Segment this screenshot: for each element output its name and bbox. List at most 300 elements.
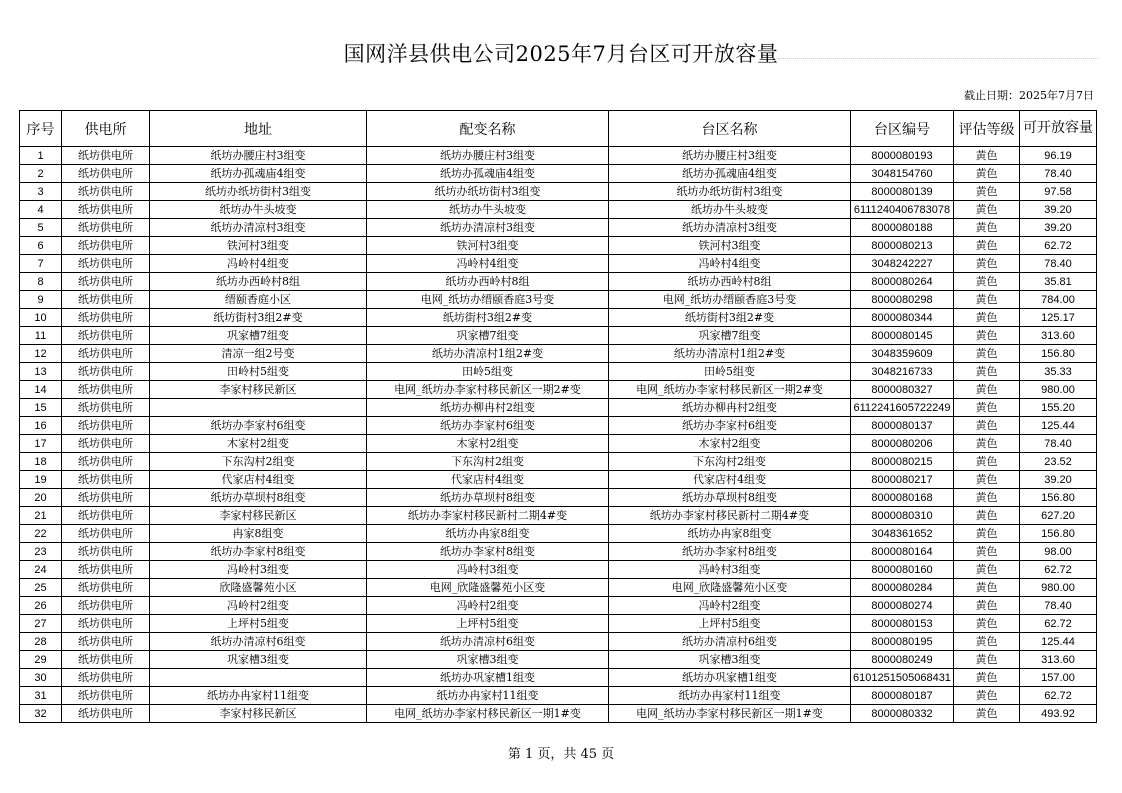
row-capacity-cell: 62.72 [1020, 237, 1097, 255]
table-row [20, 489, 1097, 507]
row-address-cell: 冯岭村2组变 [150, 597, 367, 615]
table-row [20, 543, 1097, 561]
row-area-name-cell: 纸坊办李家村8组变 [609, 543, 851, 561]
row-area-name-cell: 电网_纸坊办缙颐香庭3号变 [609, 291, 851, 309]
col-header-capacity: 可开放容量 [1020, 111, 1097, 147]
row-area-code-cell: 3048216733 [851, 363, 954, 381]
row-index-cell: 1 [20, 147, 62, 165]
row-area-name-cell: 纸坊办清凉村6组变 [609, 633, 851, 651]
row-address-cell: 纸坊办李家村8组变 [150, 543, 367, 561]
row-capacity-cell: 156.80 [1020, 489, 1097, 507]
row-address-cell: 李家村移民新区 [150, 705, 367, 723]
table-row [20, 615, 1097, 633]
table-row [20, 705, 1097, 723]
row-area-name-cell: 冯岭村3组变 [609, 561, 851, 579]
row-index-cell: 23 [20, 543, 62, 561]
row-capacity-cell: 78.40 [1020, 597, 1097, 615]
row-transformer-cell: 木家村2组变 [367, 435, 609, 453]
row-area-code-cell: 8000080215 [851, 453, 954, 471]
table-row [20, 309, 1097, 327]
row-capacity-cell: 35.33 [1020, 363, 1097, 381]
row-index-cell: 8 [20, 273, 62, 291]
row-transformer-cell: 冯岭村2组变 [367, 597, 609, 615]
row-capacity-cell: 98.00 [1020, 543, 1097, 561]
row-area-code-cell: 8000080153 [851, 615, 954, 633]
row-address-cell: 上坪村5组变 [150, 615, 367, 633]
row-area-code-cell: 3048154760 [851, 165, 954, 183]
row-station-cell: 纸坊供电所 [62, 273, 150, 291]
table-body [20, 147, 1097, 723]
row-area-code-cell: 6111240406783078 [851, 201, 954, 219]
table-row [20, 687, 1097, 705]
row-station-cell: 纸坊供电所 [62, 327, 150, 345]
row-area-code-cell: 8000080168 [851, 489, 954, 507]
row-index-cell: 7 [20, 255, 62, 273]
row-area-name-cell: 纸坊办清凉村3组变 [609, 219, 851, 237]
row-area-name-cell: 电网_纸坊办李家村移民新区一期1#变 [609, 705, 851, 723]
row-station-cell: 纸坊供电所 [62, 525, 150, 543]
row-index-cell: 10 [20, 309, 62, 327]
row-grade-cell: 黄色 [954, 201, 1020, 219]
row-address-cell: 木家村2组变 [150, 435, 367, 453]
row-transformer-cell: 纸坊办腰庄村3组变 [367, 147, 609, 165]
row-transformer-cell: 纸坊办纸坊街村3组变 [367, 183, 609, 201]
row-capacity-cell: 784.00 [1020, 291, 1097, 309]
row-station-cell: 纸坊供电所 [62, 255, 150, 273]
row-capacity-cell: 125.44 [1020, 417, 1097, 435]
table-row [20, 345, 1097, 363]
table-row [20, 651, 1097, 669]
row-grade-cell: 黄色 [954, 147, 1020, 165]
row-address-cell: 纸坊办西岭村8组 [150, 273, 367, 291]
col-header-address: 地址 [150, 111, 367, 147]
row-index-cell: 18 [20, 453, 62, 471]
row-station-cell: 纸坊供电所 [62, 183, 150, 201]
title-dotted-rule [778, 58, 1098, 59]
row-station-cell: 纸坊供电所 [62, 453, 150, 471]
row-area-code-cell: 8000080310 [851, 507, 954, 525]
row-station-cell: 纸坊供电所 [62, 363, 150, 381]
capacity-table [19, 110, 1097, 723]
row-capacity-cell: 156.80 [1020, 525, 1097, 543]
row-station-cell: 纸坊供电所 [62, 237, 150, 255]
row-area-name-cell: 下东沟村2组变 [609, 453, 851, 471]
row-grade-cell: 黄色 [954, 183, 1020, 201]
table-row [20, 399, 1097, 417]
table-row [20, 273, 1097, 291]
row-area-name-cell: 纸坊办冉家8组变 [609, 525, 851, 543]
row-address-cell: 欣隆盛馨苑小区 [150, 579, 367, 597]
row-capacity-cell: 62.72 [1020, 687, 1097, 705]
row-grade-cell: 黄色 [954, 381, 1020, 399]
table-row [20, 435, 1097, 453]
row-capacity-cell: 78.40 [1020, 255, 1097, 273]
row-address-cell: 冯岭村3组变 [150, 561, 367, 579]
row-address-cell: 纸坊街村3组2#变 [150, 309, 367, 327]
row-address-cell: 纸坊办孤魂庙4组变 [150, 165, 367, 183]
row-area-name-cell: 纸坊街村3组2#变 [609, 309, 851, 327]
row-address-cell: 纸坊办草坝村8组变 [150, 489, 367, 507]
row-area-code-cell: 3048242227 [851, 255, 954, 273]
row-area-name-cell: 纸坊办腰庄村3组变 [609, 147, 851, 165]
row-transformer-cell: 纸坊办李家村8组变 [367, 543, 609, 561]
row-station-cell: 纸坊供电所 [62, 561, 150, 579]
table-row [20, 579, 1097, 597]
row-address-cell: 冯岭村4组变 [150, 255, 367, 273]
row-transformer-cell: 纸坊办冉家8组变 [367, 525, 609, 543]
row-station-cell: 纸坊供电所 [62, 471, 150, 489]
row-address-cell: 巩家槽7组变 [150, 327, 367, 345]
row-capacity-cell: 39.20 [1020, 471, 1097, 489]
row-index-cell: 27 [20, 615, 62, 633]
row-area-code-cell: 3048359609 [851, 345, 954, 363]
row-capacity-cell: 62.72 [1020, 561, 1097, 579]
row-station-cell: 纸坊供电所 [62, 543, 150, 561]
row-capacity-cell: 125.17 [1020, 309, 1097, 327]
row-transformer-cell: 纸坊办李家村6组变 [367, 417, 609, 435]
row-grade-cell: 黄色 [954, 435, 1020, 453]
row-address-cell: 纸坊办纸坊街村3组变 [150, 183, 367, 201]
page-footer: 第 1 页，共 45 页 [507, 747, 615, 762]
row-station-cell: 纸坊供电所 [62, 615, 150, 633]
row-grade-cell: 黄色 [954, 291, 1020, 309]
row-index-cell: 14 [20, 381, 62, 399]
row-address-cell: 李家村移民新区 [150, 381, 367, 399]
row-grade-cell: 黄色 [954, 417, 1020, 435]
row-area-code-cell: 8000080139 [851, 183, 954, 201]
row-index-cell: 26 [20, 597, 62, 615]
row-station-cell: 纸坊供电所 [62, 489, 150, 507]
row-area-name-cell: 纸坊办李家村移民新村二期4#变 [609, 507, 851, 525]
row-capacity-cell: 78.40 [1020, 435, 1097, 453]
row-transformer-cell: 代家店村4组变 [367, 471, 609, 489]
row-grade-cell: 黄色 [954, 579, 1020, 597]
row-transformer-cell: 下东沟村2组变 [367, 453, 609, 471]
row-index-cell: 17 [20, 435, 62, 453]
row-index-cell: 15 [20, 399, 62, 417]
row-transformer-cell: 纸坊办柳冉村2组变 [367, 399, 609, 417]
table-row [20, 633, 1097, 651]
row-station-cell: 纸坊供电所 [62, 147, 150, 165]
row-transformer-cell: 电网_欣隆盛馨苑小区变 [367, 579, 609, 597]
row-capacity-cell: 39.20 [1020, 219, 1097, 237]
table-row [20, 237, 1097, 255]
row-transformer-cell: 纸坊办巩家槽1组变 [367, 669, 609, 687]
table-row [20, 183, 1097, 201]
row-address-cell: 纸坊办清凉村3组变 [150, 219, 367, 237]
row-transformer-cell: 纸坊办草坝村8组变 [367, 489, 609, 507]
row-grade-cell: 黄色 [954, 327, 1020, 345]
row-capacity-cell: 313.60 [1020, 651, 1097, 669]
row-grade-cell: 黄色 [954, 561, 1020, 579]
row-address-cell: 纸坊办李家村6组变 [150, 417, 367, 435]
row-capacity-cell: 627.20 [1020, 507, 1097, 525]
row-area-code-cell: 8000080264 [851, 273, 954, 291]
row-grade-cell: 黄色 [954, 687, 1020, 705]
row-transformer-cell: 纸坊办西岭村8组 [367, 273, 609, 291]
row-area-name-cell: 冯岭村4组变 [609, 255, 851, 273]
row-transformer-cell: 电网_纸坊办李家村移民新区一期2#变 [367, 381, 609, 399]
row-area-name-cell: 代家店村4组变 [609, 471, 851, 489]
col-header-area-name: 台区名称 [609, 111, 851, 147]
row-transformer-cell: 纸坊办牛头坡变 [367, 201, 609, 219]
row-station-cell: 纸坊供电所 [62, 597, 150, 615]
row-station-cell: 纸坊供电所 [62, 687, 150, 705]
row-station-cell: 纸坊供电所 [62, 669, 150, 687]
row-index-cell: 32 [20, 705, 62, 723]
page-title: 国网洋县供电公司2025年7月台区可开放容量 [343, 42, 779, 66]
row-grade-cell: 黄色 [954, 453, 1020, 471]
row-transformer-cell: 纸坊办冉家村11组变 [367, 687, 609, 705]
table-row [20, 219, 1097, 237]
row-area-code-cell: 8000080344 [851, 309, 954, 327]
row-transformer-cell: 纸坊办清凉村1组2#变 [367, 345, 609, 363]
row-area-name-cell: 纸坊办西岭村8组 [609, 273, 851, 291]
row-capacity-cell: 97.58 [1020, 183, 1097, 201]
row-index-cell: 25 [20, 579, 62, 597]
row-capacity-cell: 155.20 [1020, 399, 1097, 417]
row-index-cell: 6 [20, 237, 62, 255]
row-transformer-cell: 田岭5组变 [367, 363, 609, 381]
row-grade-cell: 黄色 [954, 705, 1020, 723]
row-grade-cell: 黄色 [954, 219, 1020, 237]
row-area-code-cell: 8000080164 [851, 543, 954, 561]
row-index-cell: 24 [20, 561, 62, 579]
row-area-code-cell: 8000080137 [851, 417, 954, 435]
row-index-cell: 22 [20, 525, 62, 543]
row-area-code-cell: 8000080284 [851, 579, 954, 597]
row-station-cell: 纸坊供电所 [62, 219, 150, 237]
row-transformer-cell: 纸坊办孤魂庙4组变 [367, 165, 609, 183]
row-index-cell: 29 [20, 651, 62, 669]
row-station-cell: 纸坊供电所 [62, 309, 150, 327]
row-area-code-cell: 8000080298 [851, 291, 954, 309]
row-grade-cell: 黄色 [954, 399, 1020, 417]
table-row [20, 507, 1097, 525]
table-row [20, 597, 1097, 615]
row-capacity-cell: 39.20 [1020, 201, 1097, 219]
row-address-cell [150, 399, 367, 417]
row-index-cell: 31 [20, 687, 62, 705]
row-station-cell: 纸坊供电所 [62, 399, 150, 417]
row-station-cell: 纸坊供电所 [62, 165, 150, 183]
row-area-code-cell: 8000080213 [851, 237, 954, 255]
row-capacity-cell: 96.19 [1020, 147, 1097, 165]
row-transformer-cell: 铁河村3组变 [367, 237, 609, 255]
table-row [20, 417, 1097, 435]
row-area-code-cell: 8000080217 [851, 471, 954, 489]
row-station-cell: 纸坊供电所 [62, 579, 150, 597]
row-grade-cell: 黄色 [954, 615, 1020, 633]
row-index-cell: 9 [20, 291, 62, 309]
row-area-name-cell: 田岭5组变 [609, 363, 851, 381]
row-capacity-cell: 313.60 [1020, 327, 1097, 345]
row-station-cell: 纸坊供电所 [62, 381, 150, 399]
table-row [20, 291, 1097, 309]
row-address-cell: 铁河村3组变 [150, 237, 367, 255]
row-capacity-cell: 35.81 [1020, 273, 1097, 291]
row-address-cell: 纸坊办腰庄村3组变 [150, 147, 367, 165]
row-capacity-cell: 62.72 [1020, 615, 1097, 633]
row-area-name-cell: 纸坊办冉家村11组变 [609, 687, 851, 705]
table-row [20, 525, 1097, 543]
row-index-cell: 3 [20, 183, 62, 201]
row-area-code-cell: 8000080327 [851, 381, 954, 399]
row-transformer-cell: 电网_纸坊办李家村移民新区一期1#变 [367, 705, 609, 723]
row-capacity-cell: 156.80 [1020, 345, 1097, 363]
row-transformer-cell: 冯岭村3组变 [367, 561, 609, 579]
table-row [20, 255, 1097, 273]
row-address-cell: 巩家槽3组变 [150, 651, 367, 669]
row-area-name-cell: 纸坊办牛头坡变 [609, 201, 851, 219]
row-station-cell: 纸坊供电所 [62, 633, 150, 651]
row-address-cell: 缙颐香庭小区 [150, 291, 367, 309]
table-row [20, 165, 1097, 183]
row-capacity-cell: 980.00 [1020, 579, 1097, 597]
row-address-cell: 下东沟村2组变 [150, 453, 367, 471]
row-capacity-cell: 23.52 [1020, 453, 1097, 471]
row-area-code-cell: 8000080193 [851, 147, 954, 165]
row-grade-cell: 黄色 [954, 543, 1020, 561]
row-area-name-cell: 纸坊办纸坊街村3组变 [609, 183, 851, 201]
row-grade-cell: 黄色 [954, 489, 1020, 507]
row-grade-cell: 黄色 [954, 165, 1020, 183]
table-header-row [20, 111, 1097, 147]
row-area-code-cell: 8000080187 [851, 687, 954, 705]
row-index-cell: 16 [20, 417, 62, 435]
row-area-name-cell: 上坪村5组变 [609, 615, 851, 633]
row-station-cell: 纸坊供电所 [62, 507, 150, 525]
row-area-name-cell: 纸坊办清凉村1组2#变 [609, 345, 851, 363]
row-index-cell: 28 [20, 633, 62, 651]
row-grade-cell: 黄色 [954, 363, 1020, 381]
row-area-name-cell: 巩家槽7组变 [609, 327, 851, 345]
row-area-code-cell: 8000080160 [851, 561, 954, 579]
row-station-cell: 纸坊供电所 [62, 435, 150, 453]
row-area-name-cell: 铁河村3组变 [609, 237, 851, 255]
row-index-cell: 12 [20, 345, 62, 363]
row-area-code-cell: 8000080145 [851, 327, 954, 345]
row-grade-cell: 黄色 [954, 237, 1020, 255]
table-row [20, 453, 1097, 471]
row-station-cell: 纸坊供电所 [62, 345, 150, 363]
row-index-cell: 19 [20, 471, 62, 489]
row-address-cell: 纸坊办清凉村6组变 [150, 633, 367, 651]
row-area-name-cell: 电网_欣隆盛馨苑小区变 [609, 579, 851, 597]
row-index-cell: 5 [20, 219, 62, 237]
row-station-cell: 纸坊供电所 [62, 651, 150, 669]
row-index-cell: 13 [20, 363, 62, 381]
row-area-name-cell: 纸坊办巩家槽1组变 [609, 669, 851, 687]
row-index-cell: 20 [20, 489, 62, 507]
table-row [20, 561, 1097, 579]
row-grade-cell: 黄色 [954, 525, 1020, 543]
row-index-cell: 4 [20, 201, 62, 219]
row-capacity-cell: 157.00 [1020, 669, 1097, 687]
row-address-cell: 冉家8组变 [150, 525, 367, 543]
col-header-transformer: 配变名称 [367, 111, 609, 147]
row-grade-cell: 黄色 [954, 597, 1020, 615]
cutoff-date: 截止日期：2025年7月7日 [964, 89, 1094, 102]
row-transformer-cell: 冯岭村4组变 [367, 255, 609, 273]
col-header-grade: 评估等级 [954, 111, 1020, 147]
row-grade-cell: 黄色 [954, 471, 1020, 489]
row-area-name-cell: 木家村2组变 [609, 435, 851, 453]
row-area-code-cell: 6101251505068431 [851, 669, 954, 687]
row-index-cell: 11 [20, 327, 62, 345]
row-address-cell [150, 669, 367, 687]
row-transformer-cell: 巩家槽3组变 [367, 651, 609, 669]
row-index-cell: 2 [20, 165, 62, 183]
row-grade-cell: 黄色 [954, 345, 1020, 363]
row-area-code-cell: 6112241605722249 [851, 399, 954, 417]
row-grade-cell: 黄色 [954, 255, 1020, 273]
row-address-cell: 纸坊办牛头坡变 [150, 201, 367, 219]
row-address-cell: 清凉一组2号变 [150, 345, 367, 363]
row-transformer-cell: 电网_纸坊办缙颐香庭3号变 [367, 291, 609, 309]
row-area-code-cell: 3048361652 [851, 525, 954, 543]
row-area-name-cell: 纸坊办柳冉村2组变 [609, 399, 851, 417]
row-grade-cell: 黄色 [954, 273, 1020, 291]
row-station-cell: 纸坊供电所 [62, 705, 150, 723]
row-address-cell: 李家村移民新区 [150, 507, 367, 525]
table-row [20, 363, 1097, 381]
row-station-cell: 纸坊供电所 [62, 417, 150, 435]
row-area-name-cell: 冯岭村2组变 [609, 597, 851, 615]
col-header-area-code: 台区编号 [851, 111, 954, 147]
row-index-cell: 30 [20, 669, 62, 687]
row-area-name-cell: 纸坊办李家村6组变 [609, 417, 851, 435]
row-transformer-cell: 纸坊办清凉村3组变 [367, 219, 609, 237]
row-transformer-cell: 纸坊办李家村移民新村二期4#变 [367, 507, 609, 525]
table-row [20, 147, 1097, 165]
row-transformer-cell: 纸坊街村3组2#变 [367, 309, 609, 327]
row-capacity-cell: 125.44 [1020, 633, 1097, 651]
row-area-name-cell: 巩家槽3组变 [609, 651, 851, 669]
row-capacity-cell: 78.40 [1020, 165, 1097, 183]
row-grade-cell: 黄色 [954, 309, 1020, 327]
table-row [20, 201, 1097, 219]
row-address-cell: 代家店村4组变 [150, 471, 367, 489]
row-address-cell: 纸坊办冉家村11组变 [150, 687, 367, 705]
row-area-name-cell: 电网_纸坊办李家村移民新区一期2#变 [609, 381, 851, 399]
row-station-cell: 纸坊供电所 [62, 201, 150, 219]
row-transformer-cell: 纸坊办清凉村6组变 [367, 633, 609, 651]
row-grade-cell: 黄色 [954, 669, 1020, 687]
row-index-cell: 21 [20, 507, 62, 525]
row-capacity-cell: 493.92 [1020, 705, 1097, 723]
table-row [20, 327, 1097, 345]
row-grade-cell: 黄色 [954, 507, 1020, 525]
row-address-cell: 田岭村5组变 [150, 363, 367, 381]
col-header-index: 序号 [20, 111, 62, 147]
row-area-code-cell: 8000080195 [851, 633, 954, 651]
row-area-name-cell: 纸坊办草坝村8组变 [609, 489, 851, 507]
row-grade-cell: 黄色 [954, 651, 1020, 669]
row-grade-cell: 黄色 [954, 633, 1020, 651]
row-capacity-cell: 980.00 [1020, 381, 1097, 399]
row-station-cell: 纸坊供电所 [62, 291, 150, 309]
row-area-code-cell: 8000080274 [851, 597, 954, 615]
row-transformer-cell: 上坪村5组变 [367, 615, 609, 633]
row-area-name-cell: 纸坊办孤魂庙4组变 [609, 165, 851, 183]
row-area-code-cell: 8000080188 [851, 219, 954, 237]
table-row [20, 669, 1097, 687]
row-area-code-cell: 8000080206 [851, 435, 954, 453]
row-transformer-cell: 巩家槽7组变 [367, 327, 609, 345]
row-area-code-cell: 8000080249 [851, 651, 954, 669]
table-row [20, 471, 1097, 489]
